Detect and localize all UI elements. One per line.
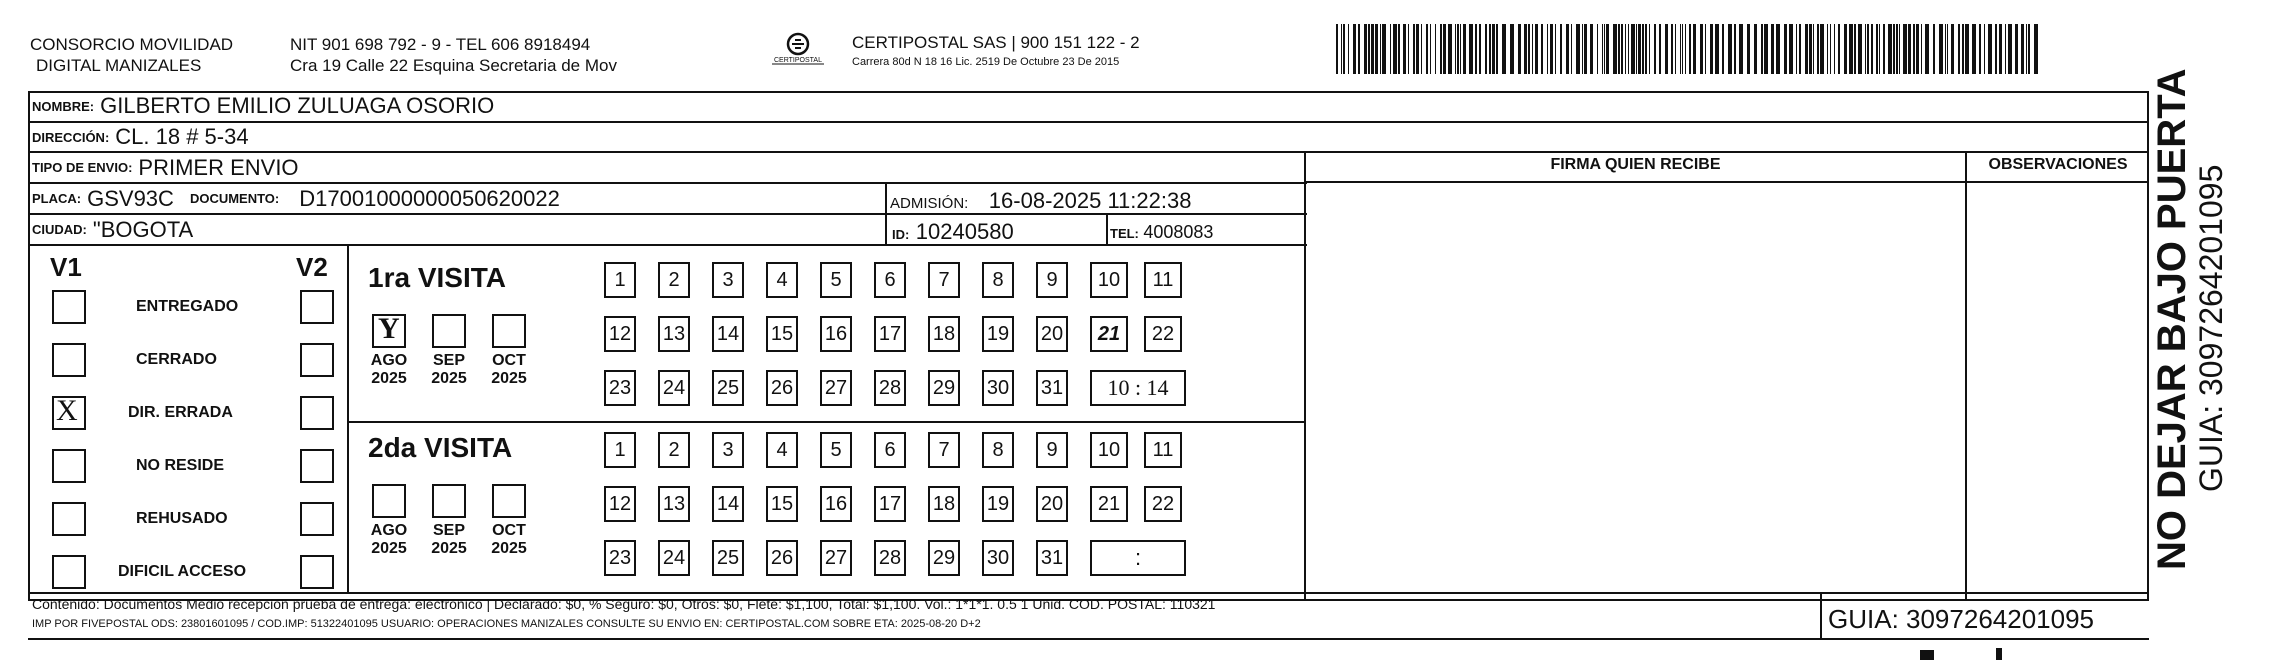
visit1-day-box[interactable]: 23 (604, 370, 636, 406)
visit2-day-box[interactable]: 27 (820, 540, 852, 576)
status-option-label: DIFICIL ACCESO (118, 563, 247, 580)
visit1-day-box[interactable]: 12 (604, 316, 636, 352)
footer-bottom-line (28, 638, 2149, 640)
barcode-icon (1336, 24, 2038, 74)
visit2-day-box[interactable]: 9 (1036, 432, 1068, 468)
visit1-day-box[interactable]: 13 (658, 316, 690, 352)
visit1-day-box[interactable]: 5 (820, 262, 852, 298)
divider-admision (885, 184, 887, 246)
status-option-label: NO RESIDE (136, 457, 225, 474)
status-option-label: CERRADO (136, 351, 217, 368)
visit1-day-box[interactable]: 30 (982, 370, 1014, 406)
visit1-day-box[interactable]: 15 (766, 316, 798, 352)
tel-label: TEL: (1110, 226, 1139, 241)
visit2-day-box[interactable]: 31 (1036, 540, 1068, 576)
admision-label: ADMISIÓN: (890, 195, 969, 212)
courier-line-2: Carrera 80d N 18 16 Lic. 2519 De Octubre 23 De 2015 (852, 56, 1120, 68)
v1-checkbox[interactable] (52, 449, 86, 483)
visit2-month-box[interactable] (492, 484, 526, 518)
visit1-day-box[interactable]: 10 (1090, 262, 1128, 298)
divider-footer (28, 592, 2149, 594)
company-line-2: DIGITAL MANIZALES (36, 56, 202, 75)
visit2-month-label: AGO 2025 (370, 522, 408, 557)
v1-checkbox[interactable] (52, 343, 86, 377)
courier-line-1: CERTIPOSTAL SAS | 900 151 122 - 2 (852, 33, 1140, 52)
visit1-month-label: OCT 2025 (491, 352, 527, 387)
courier-info (852, 32, 1140, 69)
ciudad-label: CIUDAD: (32, 222, 87, 237)
visit1-day-box[interactable]: 29 (928, 370, 960, 406)
visit2-month-box[interactable] (372, 484, 406, 518)
documento-value: D17001000000050620022 (299, 185, 560, 211)
visit1-day-box[interactable]: 17 (874, 316, 906, 352)
row-tipo-envio (28, 153, 1307, 184)
visit2-day-box[interactable]: 12 (604, 486, 636, 522)
placa-value: GSV93C (87, 185, 174, 211)
visit2-day-box[interactable]: 30 (982, 540, 1014, 576)
v2-checkbox[interactable] (300, 555, 334, 589)
visit1-day-box[interactable]: 28 (874, 370, 906, 406)
visit1-day-box[interactable]: 22 (1144, 316, 1182, 352)
visit1-day-box[interactable]: 21 (1090, 316, 1128, 352)
tipo-label: TIPO DE ENVIO: (32, 160, 133, 175)
visit1-day-box[interactable]: 9 (1036, 262, 1068, 298)
visit2-day-box[interactable]: 22 (1144, 486, 1182, 522)
company-name (30, 34, 233, 76)
admision-field (890, 188, 1191, 214)
ciudad-value: "BOGOTA (92, 216, 194, 242)
visit1-day-box[interactable]: 18 (928, 316, 960, 352)
visit2-month-box[interactable] (432, 484, 466, 518)
v1-check-mark: X (56, 394, 78, 427)
visit1-day-box[interactable]: 19 (982, 316, 1014, 352)
visit2-day-box[interactable]: 25 (712, 540, 744, 576)
visit1-title: 1ra VISITA (368, 262, 506, 293)
v2-checkbox[interactable] (300, 396, 334, 430)
divider-visits (347, 421, 1306, 423)
logo-text: CERTIPOSTAL (774, 57, 822, 64)
visit1-day-box[interactable]: 31 (1036, 370, 1068, 406)
visit2-day-box[interactable]: 5 (820, 432, 852, 468)
v1-checkbox[interactable] (52, 555, 86, 589)
direccion-label: DIRECCIÓN: (32, 129, 110, 145)
visit2-month-label: OCT 2025 (491, 522, 527, 557)
visit1-day-box[interactable]: 4 (766, 262, 798, 298)
visit2-day-box[interactable]: 11 (1144, 432, 1182, 468)
certipostal-logo (768, 30, 828, 70)
firma-label: FIRMA QUIEN RECIBE (1550, 156, 1721, 173)
nombre-value: GILBERTO EMILIO ZULUAGA OSORIO (100, 93, 495, 118)
visit1-day-box[interactable]: 3 (712, 262, 744, 298)
visit1-day-box[interactable]: 8 (982, 262, 1014, 298)
visit2-day-box[interactable]: 23 (604, 540, 636, 576)
status-option-label: REHUSADO (136, 510, 228, 527)
status-option-label: ENTREGADO (136, 298, 239, 315)
visit2-time-box[interactable]: : (1090, 540, 1186, 576)
visit1-month-label: SEP 2025 (431, 352, 467, 387)
v1-label: V1 (50, 252, 82, 282)
id-field (892, 219, 1014, 245)
v1-checkbox[interactable] (52, 396, 86, 430)
visit2-day-box[interactable]: 26 (766, 540, 798, 576)
visit1-day-box[interactable]: 26 (766, 370, 798, 406)
visit2-day-box[interactable]: 16 (820, 486, 852, 522)
visit1-month-mark: Y (378, 312, 400, 345)
nombre-label: NOMBRE: (32, 98, 95, 114)
company-nit (290, 34, 617, 76)
v2-checkbox[interactable] (300, 343, 334, 377)
row-direccion (28, 123, 2149, 153)
visit1-day-box[interactable]: 6 (874, 262, 906, 298)
v2-checkbox[interactable] (300, 502, 334, 536)
footer-guia: GUIA: 3097264201095 (1828, 604, 2094, 634)
visit1-day-box[interactable]: 1 (604, 262, 636, 298)
visit2-day-box[interactable]: 4 (766, 432, 798, 468)
visit2-day-box[interactable]: 7 (928, 432, 960, 468)
scan-mark (1920, 650, 1934, 660)
direccion-value: CL. 18 # 5-34 (115, 124, 249, 149)
visit1-month-label: AGO 2025 (370, 352, 408, 387)
scan-mark (1996, 648, 2002, 660)
visit2-day-box[interactable]: 17 (874, 486, 906, 522)
divider-obs-left (1965, 153, 1967, 601)
row-nombre (28, 91, 2149, 123)
company-line-1: CONSORCIO MOVILIDAD (30, 35, 234, 54)
nit-line-1: NIT 901 698 792 - 9 - TEL 606 8918494 (290, 35, 591, 54)
side-warning-block (2150, 68, 2228, 570)
admision-value: 16-08-2025 11:22:38 (988, 188, 1192, 213)
footer-line-2: IMP POR FIVEPOSTAL ODS: 23801601095 / COD.IMP: 51322401095 USUARIO: OPERACIONES MANIZALES CONSULTE SU ENVIO EN: CERTIPOSTAL.COM SOBRE ETA: 2025-08-20 D+2 (32, 618, 981, 630)
nit-line-2: Cra 19 Calle 22 Esquina Secretaria de Mov (290, 56, 617, 75)
visit1-month-box[interactable] (492, 314, 526, 348)
tel-value: 4008083 (1143, 222, 1214, 242)
visit2-day-box[interactable]: 29 (928, 540, 960, 576)
visit2-day-box[interactable]: 6 (874, 432, 906, 468)
placa-label: PLACA: (32, 191, 82, 206)
visit2-day-box[interactable]: 3 (712, 432, 744, 468)
visit1-day-box[interactable]: 7 (928, 262, 960, 298)
divider-firma-header (1304, 181, 2149, 183)
visit1-day-box[interactable]: 24 (658, 370, 690, 406)
observaciones-label: OBSERVACIONES (1988, 156, 2128, 173)
visit1-day-box[interactable]: 11 (1144, 262, 1182, 298)
visit1-day-box[interactable]: 20 (1036, 316, 1068, 352)
visit1-day-box[interactable]: 16 (820, 316, 852, 352)
visit1-day-box[interactable]: 2 (658, 262, 690, 298)
visit1-time-box[interactable]: 10 : 14 (1090, 370, 1186, 406)
visit2-day-box[interactable]: 21 (1090, 486, 1128, 522)
id-label: ID: (892, 227, 910, 242)
visit2-day-box[interactable]: 18 (928, 486, 960, 522)
visit1-day-box[interactable]: 25 (712, 370, 744, 406)
visit2-day-box[interactable]: 15 (766, 486, 798, 522)
visit2-day-box[interactable]: 10 (1090, 432, 1128, 468)
divider-status (347, 246, 349, 594)
visit1-month-box[interactable] (432, 314, 466, 348)
visit2-day-box[interactable]: 14 (712, 486, 744, 522)
divider-footer-guia (1820, 592, 1822, 640)
visit2-title: 2da VISITA (368, 432, 513, 463)
v1-checkbox[interactable] (52, 290, 86, 324)
footer-line-1: Contenido: Documentos Medio recepción prueba de entrega: electrónico | Declarado: $0, % Seguro: $0, Otros: $0, Flete: $1,100, Total: $1,100. Vol.: 1*1*1. 0.5 1 Unid. COD. POSTAL: 110321 (32, 596, 1216, 612)
v1-checkbox[interactable] (52, 502, 86, 536)
visit2-day-box[interactable]: 24 (658, 540, 690, 576)
visit2-month-label: SEP 2025 (431, 522, 467, 557)
visit1-day-box[interactable]: 27 (820, 370, 852, 406)
visit2-day-box[interactable]: 19 (982, 486, 1014, 522)
visit1-day-box[interactable]: 14 (712, 316, 744, 352)
divider-tel (1106, 215, 1108, 246)
v2-checkbox[interactable] (300, 290, 334, 324)
status-option-label: DIR. ERRADA (128, 404, 233, 421)
visit1-month-box[interactable] (372, 314, 406, 348)
visit2-day-box[interactable]: 2 (658, 432, 690, 468)
tipo-value: PRIMER ENVIO (138, 154, 299, 180)
v2-checkbox[interactable] (300, 449, 334, 483)
side-guia: GUIA: 3097264201095 (2193, 164, 2229, 492)
visit2-day-box[interactable]: 20 (1036, 486, 1068, 522)
visit2-day-box[interactable]: 8 (982, 432, 1014, 468)
id-value: 10240580 (915, 219, 1014, 244)
barcode (1336, 24, 2038, 74)
visit2-day-box[interactable]: 28 (874, 540, 906, 576)
visit2-day-box[interactable]: 13 (658, 486, 690, 522)
documento-label: DOCUMENTO: (189, 191, 280, 206)
side-warning: NO DEJAR BAJO PUERTA (2150, 68, 2194, 570)
visit2-day-box[interactable]: 1 (604, 432, 636, 468)
tel-field (1110, 222, 1213, 243)
v2-label: V2 (296, 252, 328, 282)
divider-firma-left (1304, 153, 1306, 601)
